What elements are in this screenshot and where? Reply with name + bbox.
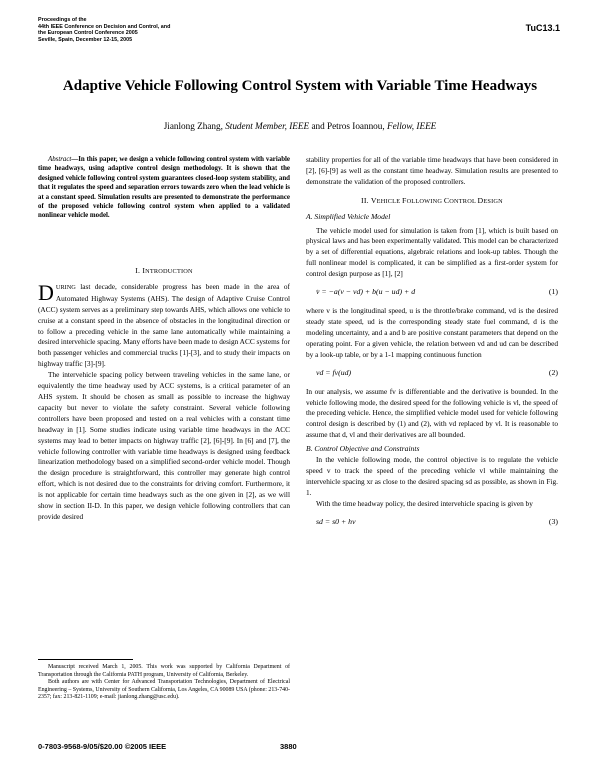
proceedings-line: Seville, Spain, December 12-15, 2005 xyxy=(38,36,133,43)
page-number: 3880 xyxy=(280,742,297,751)
subsection-b-heading: B. Control Objective and Constraints xyxy=(306,444,420,454)
proceedings-line: 44th IEEE Conference on Decision and Control, and xyxy=(38,23,171,30)
heading-cap: V xyxy=(370,195,377,205)
heading-rest: ESIGN xyxy=(483,197,503,205)
heading-rest: ONTROL xyxy=(449,197,478,205)
heading-cap: F xyxy=(402,195,407,205)
lead-word: URING xyxy=(55,283,76,291)
heading-number: II. xyxy=(361,195,371,205)
equation-2-number: (2) xyxy=(548,367,558,377)
heading-cap: I xyxy=(142,266,146,275)
heading-cap: D xyxy=(477,195,484,205)
equation-2-body: vd = fv(ud) xyxy=(316,367,352,377)
footnote-2: Both authors are with Center for Advanced Transportation Technologies, Department of Electrical Engineering – Systems, University of Southern California, Los Angeles, CA 90089 USA (phone: 213-740-2357; fax: 213-821-1109; e-mail: jianlong.zhang@usc.edu). xyxy=(38,679,290,701)
proceedings-line: Proceedings of the xyxy=(38,17,87,23)
objective-paragraph-2: With the time headway policy, the desired intervehicle spacing is given by xyxy=(316,498,533,508)
session-code: TuC13.1 xyxy=(525,23,560,33)
heading-rest: OLLOWING xyxy=(406,197,444,205)
intro-p1-text: last decade, considerable progress has been made in the area of Automated Highway Systems (AHS). The design of Adaptive Cruise Control (ACC) system serves as a preliminary step towards AHS, which allows one vehicle to cruise at a constant speed in the absence of obstacles in the longitudinal direction or to follow a preceding vehicle in the same lane automatically while maintaining a desired intervehicle spacing. Many efforts have been made to design ACC systems for both passenger vehicles and commercial trucks [1]-[3], and to study their impacts on highway traffic [3]-[9]. xyxy=(38,281,290,369)
paper-title: Adaptive Vehicle Following Control System with Variable Time Headways xyxy=(62,78,538,94)
model-paragraph-3: In our analysis, we assume fv is differentiable and the derivative is bounded. In the vehicle following mode, the desired speed for the following vehicle is vl, the speed of the preceding vehicle. Hence, the simplified vehicle model used for vehicle following control design is described by (1) and (2), with vd replaced by vl. It is reasonable to assume that d, vl and their derivatives are all bounded. xyxy=(306,386,558,440)
abstract-label: Abstract xyxy=(48,156,72,163)
right-column xyxy=(306,155,558,536)
equation-2 xyxy=(306,361,558,387)
abstract xyxy=(38,155,290,221)
intro-paragraph-1 xyxy=(38,279,290,370)
section-2-heading xyxy=(306,196,558,208)
author-2-role: Fellow, IEEE xyxy=(386,121,437,131)
equation-1 xyxy=(306,280,558,306)
proceedings-header xyxy=(38,17,298,43)
heading-rest: NTRODUCTION xyxy=(145,268,193,275)
drop-cap: D xyxy=(38,279,54,305)
footnote-1: Manuscript received March 1, 2005. This work was supported by California Department of Transportation through the California PATH program, University of California, Berkeley. xyxy=(38,664,290,678)
equation-1-body: v̇ = −a(v − vd) + b(u − ud) + d xyxy=(316,287,416,297)
equation-3-number: (3) xyxy=(548,516,558,526)
heading-rest: EHICLE xyxy=(376,197,403,205)
left-column xyxy=(38,155,290,221)
intro-heading xyxy=(38,266,290,278)
author-1: Jianlong Zhang, xyxy=(163,121,223,131)
footnotes xyxy=(38,659,290,702)
equation-3-body: sd = s0 + hv xyxy=(316,516,356,526)
model-paragraph-2: where v is the longitudinal speed, u is the throttle/brake command, vd is the desired steady state speed, ud is the corresponding steady state fuel command, d is the modeling uncertainty, and a and b are positive constant parameters that depend on the operating point. For a given vehicle, the relation between vd and ud can be described by a look-up table, or by a 1-1 mapping continuous function xyxy=(306,306,558,359)
model-paragraph-1: The vehicle model used for simulation is taken from [1], which is built based on physical laws and has been experimentally validated. This model can be characterized by a set of differential equations, algebraic relations and look-up tables. Though the full nonlinear model is complicated, it can be simplified as a first-order system for control design purpose as [1], [2] xyxy=(306,225,558,279)
intro-section xyxy=(38,266,290,523)
proceedings-line: the European Control Conference 2005 xyxy=(38,30,138,37)
objective-paragraph-1: In the vehicle following mode, the control objective is to regulate the vehicle speed v to track the speed of the preceding vehicle vl while maintaining the intervehicle spacing xr as close to the desired spacing sd as possible, as shown in Fig. 1. xyxy=(306,455,558,497)
equation-1-number: (1) xyxy=(548,287,558,297)
footnote-rule xyxy=(38,659,133,660)
heading-number: I. xyxy=(135,266,143,275)
author-2: and Petros Ioannou, xyxy=(311,121,385,131)
abstract-text: —In this paper, we design a vehicle following control system with variable time headways, using adaptive control design methodology. It is shown that the designed vehicle following control system guarantees closed-loop system stability, and that it regulates the speed and separation errors towards zero when the lead vehicle is at a constant speed. Simulation results are presented to demonstrate the performance of the proposed vehicle following control system when applied to a validated nonlinear vehicle model. xyxy=(38,156,290,220)
isbn-footer: 0-7803-9568-9/05/$20.00 ©2005 IEEE xyxy=(38,742,167,751)
continued-paragraph: stability properties for all of the variable time headways that have been considered in [2], [6]-[9] as well as the constant time headway. Simulation results are presented to demonstrate the validation of the proposed controllers. xyxy=(306,155,558,186)
subsection-a-heading: A. Simplified Vehicle Model xyxy=(306,211,391,221)
intro-paragraph-2: The intervehicle spacing policy between traveling vehicles in the same lane, or equivalently the time headway used by ACC systems, is a critical parameter of an AHS system. It should be chosen as small as possible to increase the highway capacity but never to violate the safety constraint. Several vehicle following controllers have been proposed and tested on a real vehicles with a constant time headway in [1]. Some studies indicate using variable time headways in the ACC systems may lead to better impacts on highway traffic [2], [6]-[9]. In [6] and [7], the vehicle following controller with variable time headways is designed using feedback linearization methodology based on a simplified second-order vehicle model. Though the design procedure is straightforward, this controller may generate high control effort, which is not desired due to the constraints for driving comfort. Furthermore, it is not applicable for certain time headways such as the one given in [2], as we will show in section II-D. In this paper, we design vehicle following controllers that can provide desired xyxy=(38,370,290,521)
author-1-role: Student Member, IEEE xyxy=(225,121,310,131)
heading-cap: C xyxy=(443,195,450,205)
equation-3 xyxy=(306,510,558,536)
author-line xyxy=(60,121,540,131)
